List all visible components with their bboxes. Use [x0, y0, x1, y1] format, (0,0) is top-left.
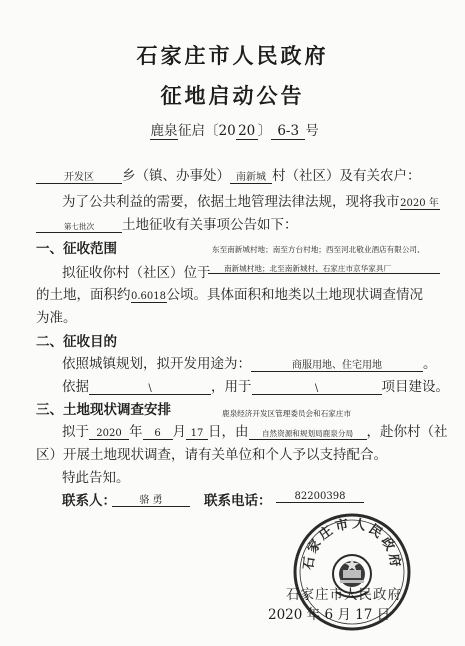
section-2-heading: 二、征收目的 [36, 334, 117, 350]
use-fill: 商服用地、住宅用地 [251, 356, 423, 372]
intro-batch-fill: 第七批次 [36, 221, 122, 233]
survey-month-unit: 月 [172, 424, 186, 440]
org-fill-line-2: 自然资源和规划局鹿泉分局 [249, 428, 367, 440]
contact-person: 骆 勇 [112, 491, 190, 507]
section-2-line-1 [62, 352, 437, 372]
section-2-period: 。 [423, 356, 437, 372]
contact-person-label: 联系人： [62, 493, 116, 509]
survey-month-fill: 6 [143, 428, 173, 440]
section-2-text-1: 依照城镇规划，拟开发用途为： [62, 356, 251, 372]
basis-fill: \ [89, 383, 211, 395]
addressee-text-1: 乡（镇、办事处） [122, 168, 230, 184]
contact-phone: 82200398 [276, 491, 364, 503]
issuer-name: 石家庄市人民政府 [286, 587, 402, 603]
intro-line-2 [36, 213, 298, 233]
document-title: 石家庄市人民政府 [136, 44, 329, 68]
doc-number-word: 征启 [178, 123, 205, 139]
intro-line-1 [62, 190, 440, 210]
survey-day-fill: 17 [186, 428, 208, 440]
section-2-text-3: ，用于 [211, 379, 252, 395]
section-1-text-2: 的土地，面积约 [36, 287, 131, 303]
seal-text: 石家庄市人民政府 [301, 516, 403, 571]
section-3-heading: 三、土地现状调查安排 [36, 402, 171, 418]
doc-number-suffix: 号 [305, 123, 319, 139]
intro-text-1: 为了公共利益的需要，依据土地管理法律法规，现将我市 [62, 194, 400, 210]
location-fill-line-2: 南新城村地；北至南新城村、石家庄市京华家具厂 [224, 264, 392, 273]
doc-number-year: 20 [236, 123, 258, 140]
document-number [150, 119, 319, 140]
project-fill: \ [252, 383, 382, 395]
doc-number-prefix: 鹿泉 [150, 119, 178, 140]
section-3-line-1 [62, 420, 448, 440]
survey-day-unit: 日，由 [208, 424, 249, 440]
survey-year-fill: 2020 [89, 428, 129, 440]
doc-number-bracket-close: 〕 [257, 123, 272, 139]
issue-date: 2020 年 6 月 17 日 [268, 607, 391, 623]
section-1-text-4: 为准。 [36, 310, 77, 326]
contact-phone-label: 联系电话： [204, 493, 272, 509]
intro-text-2: 土地征收有关事项公告如下： [122, 217, 298, 233]
section-2-text-4: 项目建设。 [381, 379, 449, 395]
section-1-text-3: 公顷。具体面积和地类以土地现状调查情况 [166, 287, 423, 303]
location-fill-line-1: 东至南新城村地；南至方台村地；西至河北敬业酒店有限公司、 [212, 245, 425, 254]
section-3-text-2: ，赴你村（社 [366, 424, 448, 440]
addressee-line [36, 164, 421, 184]
section-3-text-1: 拟于 [62, 424, 89, 440]
area-fill: 0.6018 [131, 291, 166, 302]
doc-number-bracket-open: 〔20 [205, 123, 236, 139]
section-2-line-2 [62, 375, 449, 395]
notice-text: 特此告知。 [62, 470, 130, 486]
section-1-heading: 一、征收范围 [36, 241, 117, 257]
org-fill-line-1: 鹿泉经济开发区管理委员会和石家庄市 [222, 409, 352, 418]
intro-year-fill: 2020 年 [400, 194, 440, 210]
district-fill: 开发区 [36, 168, 122, 184]
section-1-line-2 [36, 283, 423, 303]
doc-number-serial: 6-3 [271, 123, 305, 140]
section-1-text-1: 拟征收你村（社区）位于 [62, 265, 211, 281]
document-subtitle: 征地启动公告 [160, 84, 305, 108]
village-fill: 南新城 [230, 168, 272, 184]
section-2-text-2: 依据 [62, 379, 89, 395]
section-3-text-3: 区）开展土地现状调查，请有关单位和个人予以支持配合。 [36, 447, 387, 463]
addressee-text-2: 村（社区）及有关农户： [272, 168, 421, 184]
survey-year-unit: 年 [129, 424, 143, 440]
